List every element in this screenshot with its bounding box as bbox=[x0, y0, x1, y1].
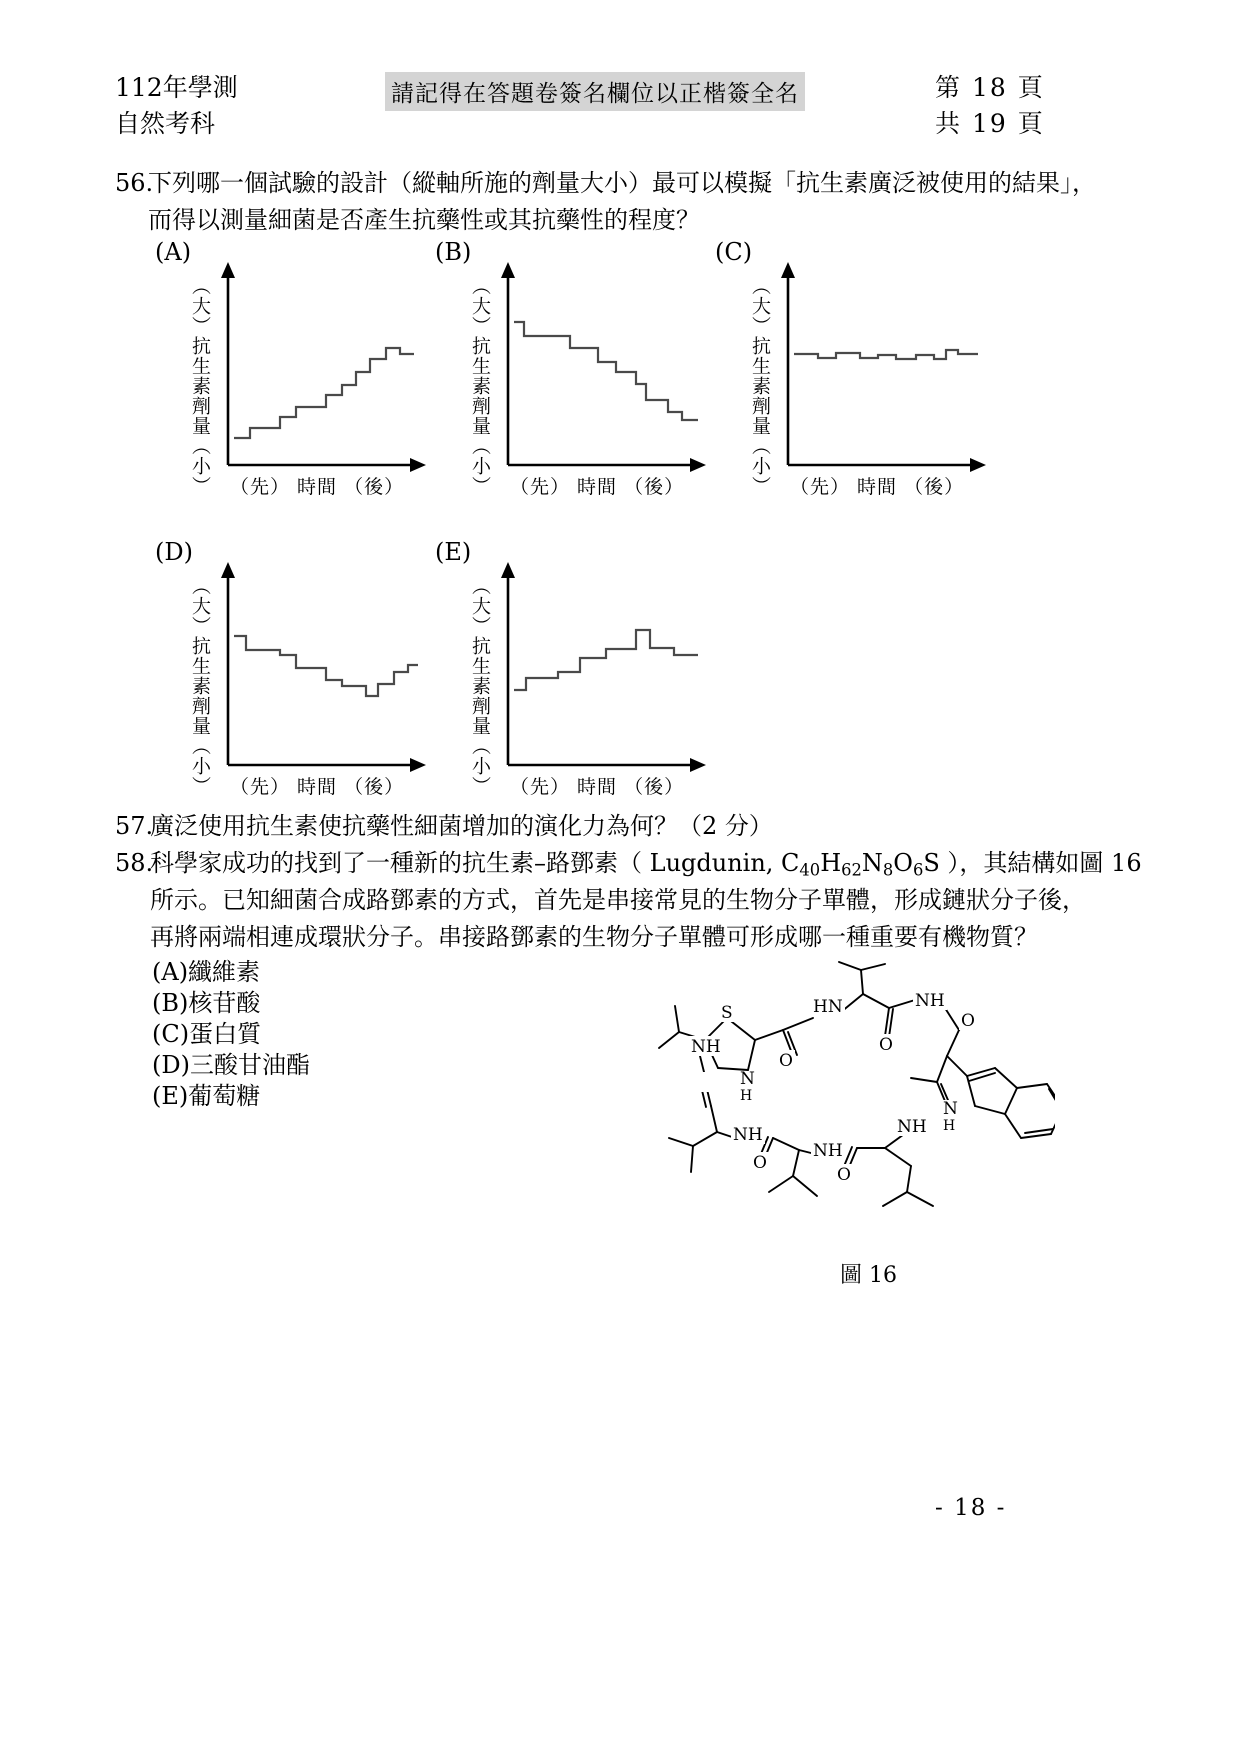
atom-label-o-4: O bbox=[753, 1153, 767, 1173]
q58-line1-post: S ），其結構如圖 16 bbox=[923, 849, 1142, 877]
q58-formula bbox=[799, 849, 924, 880]
atom-label-indole-h: H bbox=[943, 1118, 956, 1134]
atom-label-hn-top: HN bbox=[813, 997, 843, 1017]
header-pagination bbox=[935, 70, 1045, 142]
q58-option-e[interactable]: (E)葡萄糖 bbox=[152, 1082, 261, 1110]
header-exam-info bbox=[115, 70, 238, 142]
header-page-total: 共 19 頁 bbox=[935, 109, 1045, 138]
atom-label-o-5: O bbox=[837, 1165, 851, 1185]
option-label-a: (A) bbox=[155, 238, 192, 266]
chart-d-ylabel: （大）抗生素劑量（小） bbox=[189, 576, 211, 796]
q58-option-d[interactable]: (D)三酸甘油酯 bbox=[152, 1051, 310, 1079]
q58-line1-pre: 科學家成功的找到了一種新的抗生素–路鄧素（ Lugdunin, C bbox=[150, 849, 800, 877]
chart-c-xlabel: （先） 時間 （後） bbox=[790, 476, 965, 498]
lugdunin-skeletal-diagram bbox=[555, 960, 1055, 1260]
atom-label-o-3: O bbox=[961, 1011, 975, 1031]
q58-sub-o: 6 bbox=[912, 860, 924, 880]
atom-label-nh-right: NH bbox=[915, 991, 945, 1011]
atom-label-nh-left: NH bbox=[691, 1037, 721, 1057]
question-58-number: 58. bbox=[115, 849, 154, 877]
q58-sub-c: 40 bbox=[799, 860, 821, 880]
q58-option-c[interactable]: (C)蛋白質 bbox=[152, 1020, 262, 1048]
header-exam-year: 112年學測 bbox=[115, 73, 238, 102]
question-56-line2: 而得以測量細菌是否產生抗藥性或其抗藥性的程度？ bbox=[148, 206, 700, 234]
question-56-line1: 下列哪一個試驗的設計（縱軸所施的劑量大小）最可以模擬「抗生素廣泛被使用的結果」， bbox=[148, 169, 1096, 197]
figure-16-caption: 圖 16 bbox=[840, 1263, 897, 1288]
option-label-d: (D) bbox=[155, 538, 193, 566]
atom-label-ring-n: N bbox=[740, 1069, 755, 1089]
question-58-line2: 所示。已知細菌合成路鄧素的方式，首先是串接常見的生物分子單體，形成鏈狀分子後， bbox=[150, 886, 1086, 914]
chart-c-ylabel: （大）抗生素劑量（小） bbox=[749, 276, 771, 496]
header-notice: 請記得在答題卷簽名欄位以正楷簽全名 bbox=[385, 72, 805, 111]
q58-h: H bbox=[820, 849, 842, 877]
question-57-number: 57. bbox=[115, 812, 154, 840]
question-56-number: 56. bbox=[115, 169, 154, 197]
page-footer-number: - 18 - bbox=[935, 1495, 1007, 1521]
q58-o: O bbox=[893, 849, 913, 877]
atom-label-ring-h: H bbox=[740, 1088, 753, 1104]
atom-label-nh-lower-left: NH bbox=[733, 1125, 763, 1145]
atom-label-nh-lower-mid: NH bbox=[813, 1141, 843, 1161]
atom-label-o-1: O bbox=[779, 1051, 793, 1071]
chart-b-xlabel: （先） 時間 （後） bbox=[510, 476, 685, 498]
header-subject: 自然考科 bbox=[115, 109, 216, 138]
chart-d-xlabel: （先） 時間 （後） bbox=[230, 776, 405, 798]
option-label-b: (B) bbox=[435, 238, 472, 266]
option-label-e: (E) bbox=[435, 538, 472, 566]
header-page-current: 第 18 頁 bbox=[935, 73, 1045, 102]
chart-e-ylabel: （大）抗生素劑量（小） bbox=[469, 576, 491, 796]
page-header bbox=[0, 70, 1241, 140]
question-58-line3: 再將兩端相連成環狀分子。串接路鄧素的生物分子單體可形成哪一種重要有機物質？ bbox=[150, 923, 1038, 951]
lugdunin-structure-figure bbox=[555, 960, 1055, 1260]
chart-b-ylabel: （大）抗生素劑量（小） bbox=[469, 276, 491, 496]
atom-label-sulfur: S bbox=[721, 1003, 733, 1023]
q58-sub-n: 8 bbox=[882, 860, 894, 880]
chart-a-ylabel: （大）抗生素劑量（小） bbox=[189, 276, 211, 496]
chart-a-xlabel: （先） 時間 （後） bbox=[230, 476, 405, 498]
chart-option-d bbox=[150, 560, 435, 800]
question-57-text: 廣泛使用抗生素使抗藥性細菌增加的演化力為何？（2 分） bbox=[150, 812, 773, 840]
option-label-c: (C) bbox=[715, 238, 753, 266]
chart-option-e bbox=[430, 560, 715, 800]
chart-option-b bbox=[430, 260, 715, 500]
atom-label-nh-lower-right: NH bbox=[897, 1117, 927, 1137]
atom-label-o-2: O bbox=[879, 1035, 893, 1055]
chart-e-xlabel: （先） 時間 （後） bbox=[510, 776, 685, 798]
q58-n: N bbox=[861, 849, 883, 877]
q58-option-a[interactable]: (A)纖維素 bbox=[152, 958, 261, 986]
chart-option-a bbox=[150, 260, 435, 500]
q58-sub-h: 62 bbox=[841, 860, 862, 880]
atom-label-indole-n: N bbox=[943, 1099, 958, 1119]
chart-option-c bbox=[710, 260, 995, 500]
q58-option-b[interactable]: (B)核苷酸 bbox=[152, 989, 261, 1017]
